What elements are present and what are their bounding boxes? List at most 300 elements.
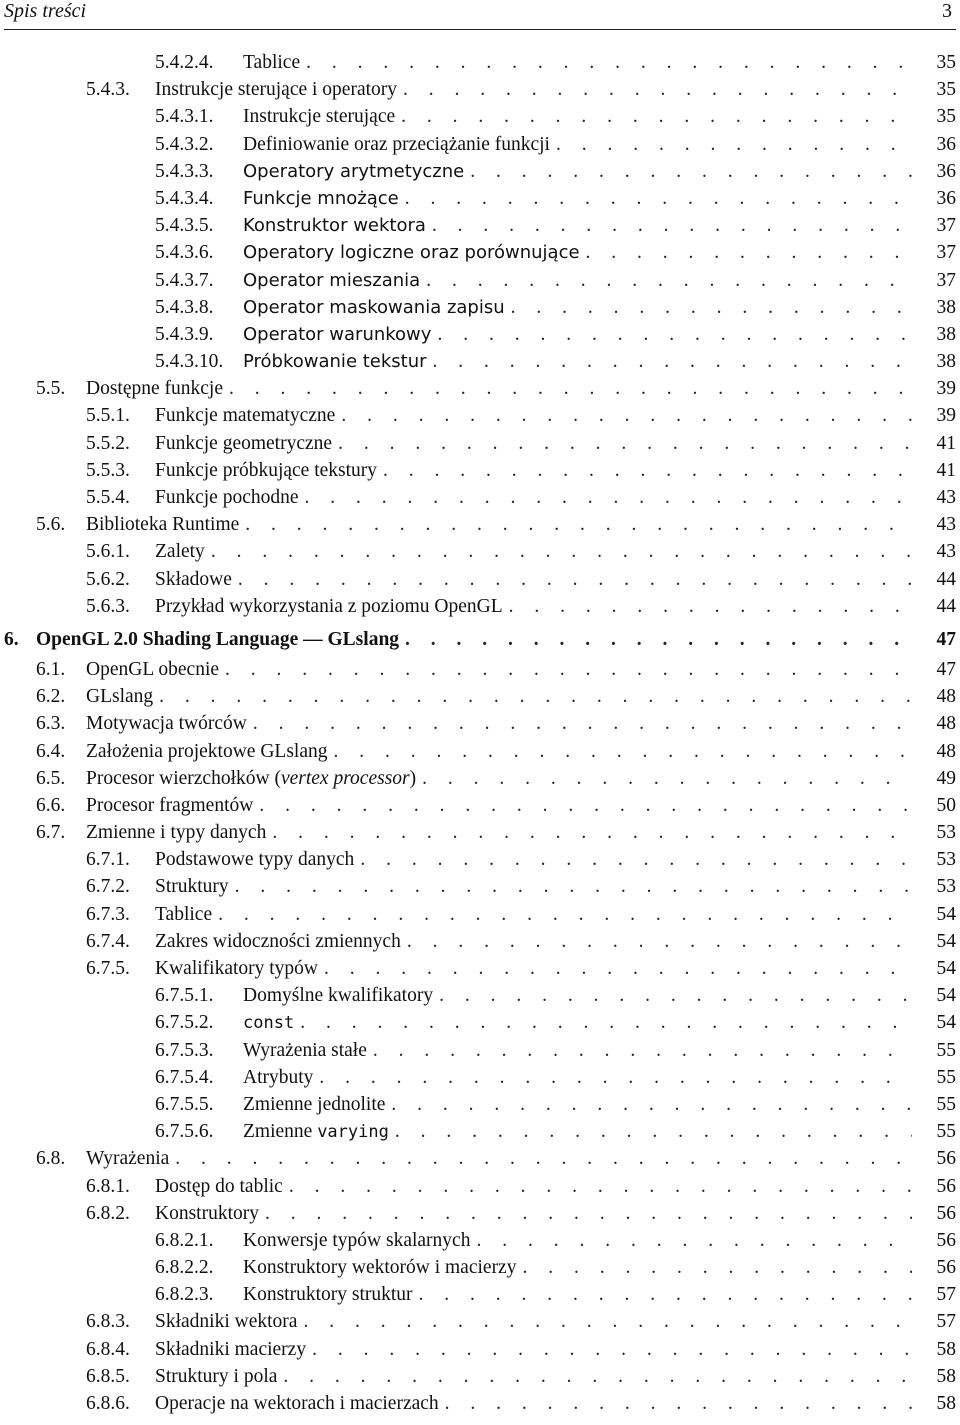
- toc-entry-number: 6.7.3.: [86, 903, 130, 925]
- toc-entry[interactable]: [0, 1257, 960, 1284]
- toc-entry-page: 44: [936, 568, 956, 590]
- toc-entry-number: 6.8.3.: [86, 1311, 130, 1333]
- toc-entry-page: 35: [936, 52, 956, 73]
- toc-entry-number: 5.4.3.6.: [155, 242, 214, 264]
- toc-entry-title-text: OpenGL 2.0 Shading Language — GLslang: [36, 628, 400, 650]
- toc-entry-title-text: Podstawowe typy danych: [155, 849, 355, 871]
- toc-entry-title-text: Domyślne kwalifikatory: [243, 985, 434, 1007]
- toc-entry-title-text: Zalety: [155, 541, 205, 563]
- toc-entry-page: 41: [936, 459, 956, 481]
- toc-entry-title: [243, 1121, 395, 1143]
- toc-entry[interactable]: [0, 623, 960, 659]
- toc-entry[interactable]: [0, 713, 960, 740]
- toc-entry[interactable]: [0, 795, 960, 822]
- toc-entry-number: 5.4.3.4.: [155, 187, 214, 209]
- toc-entry-number: 6.7.: [36, 822, 66, 844]
- toc-entry-page: 53: [936, 876, 956, 898]
- toc-entry-number: 6.7.2.: [86, 876, 130, 898]
- toc-entry-title: [155, 460, 383, 482]
- toc-entry-title-text: Zmienne jednolite: [243, 1093, 386, 1115]
- toc-entry-title: [86, 713, 253, 735]
- toc-entry-page: 43: [936, 487, 956, 508]
- toc-entry-title-text: OpenGL obecnie: [86, 658, 220, 680]
- toc-entry-number: 6.8.2.2.: [155, 1257, 214, 1279]
- toc-entry-title: [86, 378, 229, 400]
- toc-entry-number: 5.4.2.4.: [155, 52, 214, 73]
- toc-entry-title: [155, 541, 211, 563]
- dot-leader: [334, 741, 913, 763]
- toc-entry-title: [243, 324, 437, 346]
- toc-entry-title: [155, 1311, 303, 1333]
- toc-entry-number: 5.4.3.: [86, 79, 130, 101]
- toc-entry-title: [155, 1393, 445, 1415]
- toc-entry[interactable]: [0, 1067, 960, 1094]
- toc-entry-title: [243, 985, 439, 1007]
- dot-leader: [401, 106, 912, 128]
- toc-entry-title: [155, 433, 338, 455]
- toc-entry-number: 6.8.2.3.: [155, 1284, 214, 1306]
- toc-entry-title-text: Zmienne: [243, 1121, 318, 1143]
- toc-entry-title-text: Definiowanie oraz przeciążanie funkcji: [243, 133, 550, 155]
- toc-entry-page: 38: [936, 351, 956, 373]
- toc-entry-number: 6.4.: [36, 740, 66, 762]
- toc-entry-page: 47: [936, 628, 956, 650]
- toc-entry-page: 54: [936, 903, 956, 925]
- toc-entry-number: 6.8.2.1.: [155, 1229, 214, 1251]
- toc-entry[interactable]: [0, 849, 960, 876]
- toc-entry-title-text: Wyrażenia: [86, 1148, 170, 1170]
- toc-entry[interactable]: [0, 876, 960, 903]
- toc-entry-title-text: Składowe: [155, 568, 232, 590]
- dot-leader: [253, 713, 912, 735]
- dot-leader: [509, 596, 912, 618]
- toc-entry-page: 37: [936, 242, 956, 264]
- toc-entry-title-text: Procesor wierzchołków (: [86, 767, 281, 789]
- toc-entry-title-text: Struktury: [155, 876, 229, 898]
- toc-entry-title: [243, 1040, 373, 1062]
- toc-entry-number: 6.2.: [36, 686, 66, 708]
- toc-entry[interactable]: [0, 541, 960, 568]
- toc-entry-page: 57: [936, 1284, 956, 1306]
- toc-entry-title: [243, 161, 470, 183]
- dot-leader: [586, 242, 912, 264]
- toc-entry[interactable]: [0, 1040, 960, 1067]
- toc-entry-title-text: Zakres widoczności zmiennych: [155, 930, 401, 952]
- toc-entry[interactable]: [0, 52, 960, 79]
- toc-entry-number: 6.7.5.1.: [155, 985, 214, 1007]
- toc-entry[interactable]: [0, 378, 960, 405]
- toc-entry-title-text: Przykład wykorzystania z poziomu OpenGL: [155, 595, 503, 617]
- toc-entry-title: [243, 1257, 522, 1279]
- toc-entry-page: 38: [936, 296, 956, 318]
- toc-entry-title-text: Operatory arytmetyczne: [243, 160, 465, 182]
- toc-entry-number: 5.5.: [36, 378, 66, 400]
- toc-entry[interactable]: [0, 215, 960, 242]
- toc-entry-page: 58: [936, 1393, 956, 1414]
- toc-entry-page: 54: [936, 1012, 956, 1034]
- toc-entry-title-text: Operacje na wektorach i macierzach: [155, 1393, 439, 1414]
- toc-entry-title: [243, 52, 306, 74]
- toc-entry-title: [86, 768, 422, 790]
- toc-entry-page: 56: [936, 1175, 956, 1197]
- toc-entry-title: [86, 659, 225, 681]
- toc-entry-page: 50: [936, 794, 956, 816]
- toc-entry[interactable]: [0, 1230, 960, 1257]
- toc-entry-number: 5.4.3.3.: [155, 160, 214, 182]
- toc-entry-number: 6.1.: [36, 658, 66, 680]
- toc-entry-title: [86, 822, 272, 844]
- dot-leader: [259, 795, 912, 817]
- dot-leader: [432, 215, 912, 237]
- dot-leader: [419, 1284, 912, 1306]
- dot-leader: [437, 324, 912, 346]
- toc-entry-title-text: Składniki macierzy: [155, 1338, 307, 1360]
- toc-entry[interactable]: [0, 106, 960, 133]
- toc-entry-page: 43: [936, 514, 956, 536]
- toc-entry-title-text: Funkcje mnożące: [243, 187, 399, 209]
- dot-leader: [470, 161, 912, 183]
- toc-entry-title: [155, 487, 305, 509]
- toc-entry-number: 5.4.3.10.: [155, 351, 224, 373]
- toc-entry-number: 6.7.5.3.: [155, 1039, 214, 1061]
- dot-leader: [305, 487, 912, 509]
- toc-entry[interactable]: [0, 659, 960, 686]
- toc-entry-page: 41: [936, 432, 956, 454]
- dot-leader: [395, 1121, 912, 1143]
- toc-entry-page: 39: [936, 405, 956, 427]
- toc-entry-number: 6.6.: [36, 794, 66, 816]
- toc-entry-page: 53: [936, 849, 956, 871]
- dot-leader: [303, 1311, 912, 1333]
- toc-entry-page: 56: [936, 1148, 956, 1170]
- toc-entry-title-text: Struktury i pola: [155, 1365, 278, 1387]
- toc-entry-title-text: Próbkowanie tekstur: [243, 351, 427, 373]
- toc-entry-number: 5.4.3.2.: [155, 133, 214, 155]
- toc-entry-title-text: Operator warunkowy: [243, 323, 432, 345]
- toc-entry-page: 58: [936, 1365, 956, 1387]
- toc-entry-number: 6.8.6.: [86, 1393, 130, 1414]
- dot-leader: [218, 904, 912, 926]
- toc-entry[interactable]: [0, 242, 960, 269]
- dot-leader: [229, 378, 912, 400]
- dot-leader: [319, 1067, 912, 1089]
- dot-leader: [175, 1148, 912, 1170]
- toc-entry-number: 5.4.3.5.: [155, 215, 214, 237]
- toc-entry-title: [243, 1230, 476, 1252]
- toc-entry-number: 5.6.1.: [86, 541, 130, 563]
- toc-entry-title-text: Motywacja twórców: [86, 713, 247, 735]
- toc-entry-title: [243, 1284, 419, 1306]
- dot-leader: [522, 1257, 912, 1279]
- toc-entry-title-text: Konstruktory: [155, 1202, 259, 1224]
- dot-leader: [341, 405, 912, 427]
- toc-entry-page: 57: [936, 1311, 956, 1333]
- toc-entry-number: 6.7.5.5.: [155, 1093, 214, 1115]
- toc-entry[interactable]: [0, 405, 960, 432]
- toc-entry-title: [155, 1176, 289, 1198]
- toc-entry-title-text: Konstruktory wektorów i macierzy: [243, 1257, 517, 1279]
- toc-entry-number: 6.: [4, 628, 19, 650]
- toc-entry-title-text: const: [243, 1013, 295, 1034]
- dot-leader: [360, 849, 912, 871]
- running-title: Spis treści: [4, 0, 87, 22]
- toc-entry-number: 5.5.3.: [86, 459, 130, 481]
- toc-entry-page: 43: [936, 541, 956, 563]
- toc-entry[interactable]: [0, 161, 960, 188]
- toc-entry-title-text: Funkcje pochodne: [155, 487, 299, 508]
- toc-entry-page: 55: [936, 1039, 956, 1061]
- toc-entry[interactable]: [0, 741, 960, 768]
- toc-entry[interactable]: [0, 324, 960, 351]
- toc-entry-number: 6.3.: [36, 713, 66, 735]
- dot-leader: [407, 931, 912, 953]
- page-number: 3: [942, 0, 952, 22]
- dot-leader: [238, 569, 912, 591]
- toc-entry-number: 6.7.5.6.: [155, 1121, 214, 1143]
- dot-leader: [272, 822, 912, 844]
- toc-entry-title-text: Konwersje typów skalarnych: [243, 1229, 471, 1251]
- toc-entry[interactable]: [0, 1311, 960, 1338]
- toc-entry-title: [243, 134, 556, 156]
- toc-entry-title: [243, 270, 426, 292]
- toc-entry-title-end: ): [409, 767, 417, 789]
- toc-entry-number: 6.8.5.: [86, 1365, 130, 1387]
- toc-entry-number: 6.7.5.: [86, 958, 130, 979]
- toc-entry[interactable]: [0, 1094, 960, 1121]
- dot-leader: [426, 270, 912, 292]
- dot-leader: [383, 460, 912, 482]
- toc-entry[interactable]: [0, 686, 960, 713]
- dot-leader: [445, 1393, 912, 1415]
- toc-entry-title: [155, 1339, 312, 1361]
- toc-entry-number: 6.7.1.: [86, 849, 130, 871]
- dot-leader: [476, 1230, 912, 1252]
- toc-entry-number: 5.6.3.: [86, 595, 130, 617]
- toc-entry-title-text: Operator maskowania zapisu: [243, 296, 505, 318]
- toc-entry-title: [243, 188, 405, 210]
- toc-entry-title: [86, 795, 259, 817]
- toc-entry-number: 6.5.: [36, 767, 66, 789]
- toc-entry-title: [243, 215, 432, 237]
- toc-entry-title-text: Zmienne i typy danych: [86, 822, 267, 844]
- toc-entry[interactable]: [0, 460, 960, 487]
- toc-entry-title: [155, 849, 360, 871]
- toc-entry-title: [155, 79, 403, 101]
- toc-entry[interactable]: [0, 433, 960, 460]
- toc-entry-title-text: Wyrażenia stałe: [243, 1039, 367, 1061]
- toc-entry-title-text: Dostępne funkcje: [86, 378, 223, 400]
- dot-leader: [211, 541, 912, 563]
- toc-entry-number: 5.4.3.1.: [155, 106, 214, 128]
- dot-leader: [405, 629, 912, 651]
- toc-entry-title: [86, 514, 245, 536]
- dot-leader: [225, 659, 912, 681]
- toc-entry[interactable]: [0, 188, 960, 215]
- toc-entry-page: 48: [936, 740, 956, 762]
- toc-entry-title-text: Konstruktor wektora: [243, 215, 426, 237]
- toc-entry-page: 39: [936, 378, 956, 400]
- dot-leader: [283, 1366, 912, 1388]
- toc-entry[interactable]: [0, 904, 960, 931]
- toc-entry-page: 38: [936, 323, 956, 345]
- toc-entry-number: 6.8.2.: [86, 1202, 130, 1224]
- dot-leader: [439, 985, 912, 1007]
- toc-entry-title-text: Operatory logiczne oraz porównujące: [243, 242, 580, 264]
- toc-entry-title: [243, 297, 511, 319]
- toc-entry[interactable]: [0, 768, 960, 795]
- toc-entry-page: 58: [936, 1338, 956, 1360]
- toc-entry-page: 35: [936, 106, 956, 128]
- toc-entry-page: 37: [936, 269, 956, 291]
- toc-entry-page: 48: [936, 686, 956, 708]
- toc-entry-title-italic: vertex processor: [280, 767, 410, 789]
- toc-entry[interactable]: [0, 1148, 960, 1175]
- dot-leader: [265, 1203, 912, 1225]
- toc-entry-page: 56: [936, 1229, 956, 1251]
- toc-entry-title-code: varying: [317, 1122, 389, 1143]
- toc-entry-page: 55: [936, 1121, 956, 1143]
- page-header: [4, 0, 956, 30]
- dot-leader: [433, 351, 912, 373]
- toc-entry[interactable]: [0, 1121, 960, 1148]
- toc-entry[interactable]: [0, 297, 960, 324]
- toc-entry[interactable]: [0, 487, 960, 514]
- toc-entry[interactable]: [0, 270, 960, 297]
- toc-entry-title-text: Tablice: [155, 903, 213, 925]
- toc-entry-title-text: Biblioteka Runtime: [86, 514, 240, 536]
- toc-entry-page: 48: [936, 713, 956, 735]
- toc-entry-title-text: Funkcje matematyczne: [155, 405, 336, 427]
- toc-entry-page: 56: [936, 1257, 956, 1279]
- toc-entry-title: [155, 958, 324, 980]
- toc-entry-page: 36: [936, 160, 956, 182]
- toc-entry-page: 47: [936, 658, 956, 680]
- toc-entry-number: 5.5.2.: [86, 432, 130, 454]
- toc-entry-page: 56: [936, 1202, 956, 1224]
- toc-entry[interactable]: [0, 351, 960, 378]
- toc-entry-title: [86, 686, 159, 708]
- toc-entry-number: 5.6.: [36, 514, 66, 536]
- toc-entry-title: [155, 1366, 283, 1388]
- toc-entry-title-text: Dostęp do tablic: [155, 1175, 283, 1197]
- toc-entry-title: [243, 351, 433, 373]
- dot-leader: [373, 1040, 912, 1062]
- toc-entry-title-text: GLslang: [86, 686, 154, 708]
- toc-entry-title-text: Instrukcje sterujące i operatory: [155, 79, 398, 101]
- toc-entry[interactable]: [0, 1339, 960, 1366]
- toc-entry-title: [243, 1067, 319, 1089]
- dot-leader: [422, 768, 912, 790]
- toc-entry-title-text: Instrukcje sterujące: [243, 106, 396, 128]
- dot-leader: [556, 134, 912, 156]
- toc-entry-title-text: Atrybuty: [243, 1066, 314, 1088]
- toc-entry-page: 54: [936, 958, 956, 979]
- toc-entry-number: 5.6.2.: [86, 568, 130, 590]
- toc-entry[interactable]: [0, 1393, 960, 1420]
- dot-leader: [511, 297, 912, 319]
- toc-entry-title-text: Funkcje próbkujące tekstury: [155, 459, 378, 481]
- toc-entry-title: [36, 629, 405, 651]
- toc-entry-title: [155, 876, 235, 898]
- toc-entry-title: [243, 106, 401, 128]
- dot-leader: [312, 1339, 912, 1361]
- toc-entry[interactable]: [0, 569, 960, 596]
- table-of-contents: [0, 52, 960, 1420]
- toc-entry-title: [155, 405, 341, 427]
- dot-leader: [391, 1094, 912, 1116]
- toc-entry-number: 6.7.5.2.: [155, 1012, 214, 1034]
- dot-leader: [159, 686, 912, 708]
- toc-entry-page: 53: [936, 822, 956, 844]
- toc-entry-number: 6.8.1.: [86, 1175, 130, 1197]
- toc-entry-title: [86, 741, 334, 763]
- toc-entry[interactable]: [0, 1176, 960, 1203]
- toc-entry[interactable]: [0, 514, 960, 541]
- toc-entry-title: [243, 242, 586, 264]
- toc-entry-title-text: Procesor fragmentów: [86, 794, 254, 816]
- toc-entry-number: 5.4.3.9.: [155, 323, 214, 345]
- toc-entry-title: [155, 596, 509, 618]
- toc-entry-title-text: Konstruktory struktur: [243, 1284, 413, 1306]
- toc-entry-title: [243, 1094, 391, 1116]
- toc-entry[interactable]: [0, 1366, 960, 1393]
- dot-leader: [324, 958, 912, 980]
- toc-entry[interactable]: [0, 1284, 960, 1311]
- toc-entry-number: 6.7.5.4.: [155, 1066, 214, 1088]
- toc-entry-number: 5.4.3.8.: [155, 296, 214, 318]
- toc-entry[interactable]: [0, 134, 960, 161]
- toc-entry-number: 6.7.4.: [86, 930, 130, 952]
- toc-entry-page: 35: [936, 79, 956, 101]
- toc-entry-page: 49: [936, 767, 956, 789]
- toc-entry-number: 6.8.: [36, 1148, 66, 1170]
- toc-entry[interactable]: [0, 596, 960, 623]
- toc-entry-title: [86, 1148, 175, 1170]
- toc-entry-page: 55: [936, 1066, 956, 1088]
- toc-entry-page: 36: [936, 133, 956, 155]
- toc-entry-title-text: Operator mieszania: [243, 269, 421, 291]
- toc-entry-title-text: Kwalifikatory typów: [155, 958, 319, 979]
- toc-entry[interactable]: [0, 1203, 960, 1230]
- toc-entry[interactable]: [0, 985, 960, 1012]
- toc-entry-page: 36: [936, 187, 956, 209]
- toc-entry[interactable]: [0, 822, 960, 849]
- toc-entry-title-text: Założenia projektowe GLslang: [86, 740, 328, 762]
- toc-entry-title: [155, 904, 218, 926]
- toc-entry-title-text: Funkcje geometryczne: [155, 432, 333, 454]
- toc-entry[interactable]: [0, 931, 960, 958]
- dot-leader: [403, 79, 912, 101]
- toc-entry-number: 5.5.4.: [86, 487, 130, 508]
- toc-entry[interactable]: [0, 79, 960, 106]
- toc-entry[interactable]: [0, 958, 960, 985]
- dot-leader: [300, 1012, 912, 1034]
- toc-entry-title: [155, 569, 238, 591]
- toc-entry-title-text: Tablice: [243, 52, 301, 73]
- toc-entry-title-text: Składniki wektora: [155, 1311, 298, 1333]
- toc-entry-page: 54: [936, 985, 956, 1007]
- dot-leader: [245, 514, 912, 536]
- toc-entry-title: [155, 1203, 265, 1225]
- toc-entry-page: 44: [936, 595, 956, 617]
- toc-entry-title: [155, 931, 407, 953]
- dot-leader: [289, 1176, 912, 1198]
- toc-entry[interactable]: [0, 1012, 960, 1039]
- dot-leader: [338, 433, 912, 455]
- toc-entry-page: 55: [936, 1093, 956, 1115]
- toc-entry-number: 5.5.1.: [86, 405, 130, 427]
- dot-leader: [405, 188, 912, 210]
